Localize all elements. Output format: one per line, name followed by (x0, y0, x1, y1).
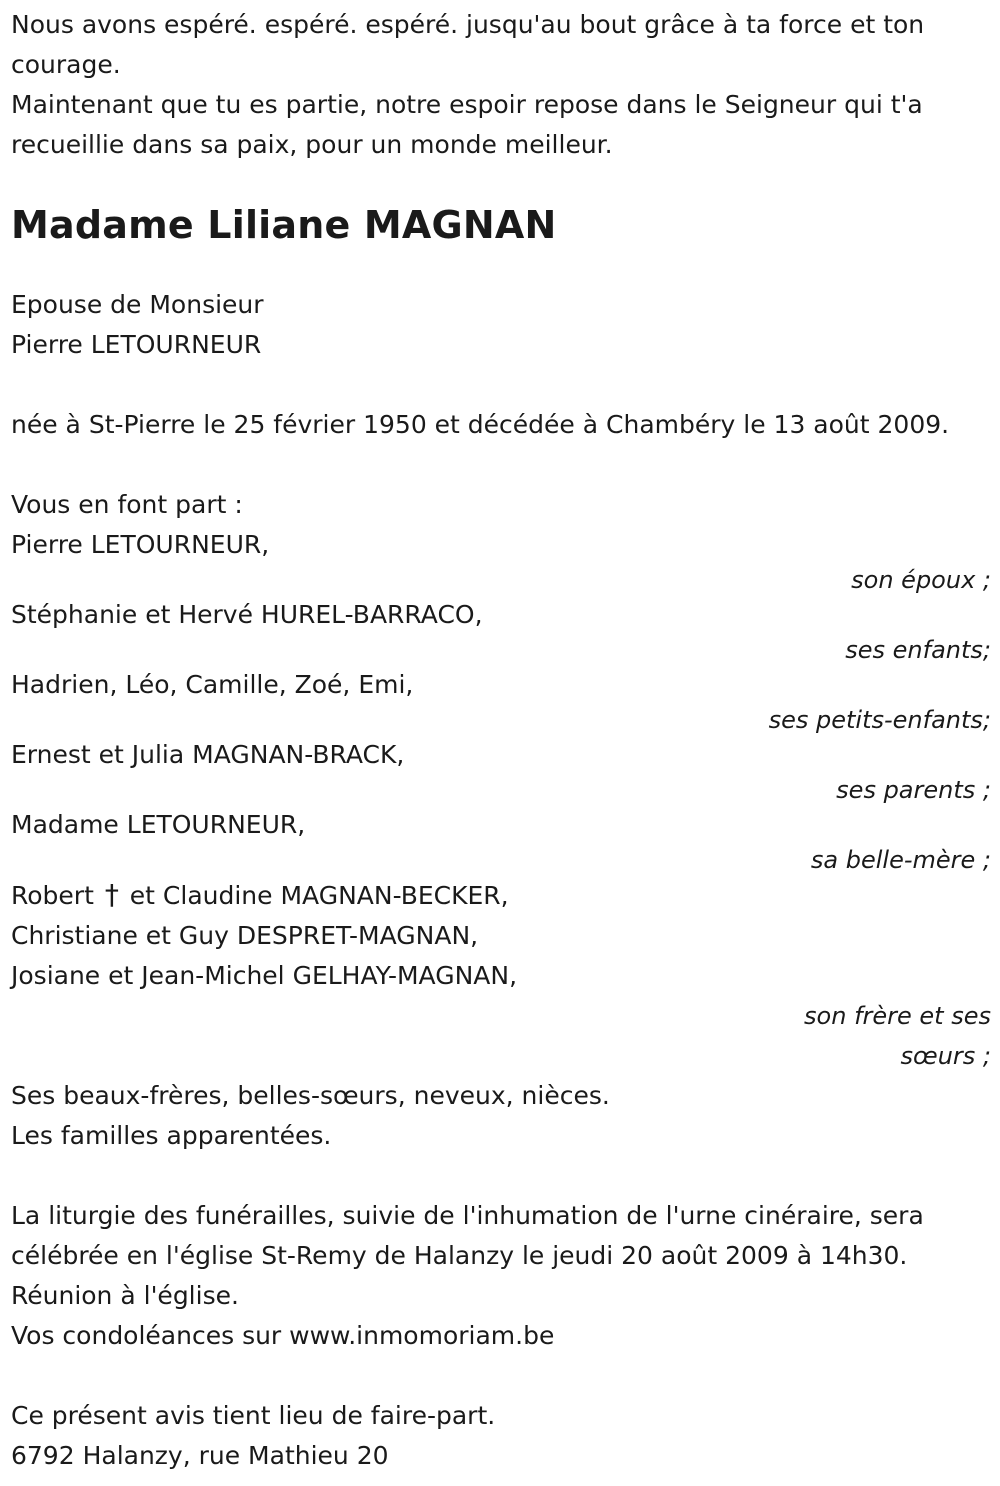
family-entry-parents (11, 735, 991, 802)
cross-icon: † (104, 878, 119, 911)
family-names: Pierre LETOURNEUR, (11, 530, 270, 559)
related-families-text: Les familles apparentées. (11, 1121, 332, 1150)
intro-hope-text: Nous avons espéré. espéré. espéré. jusqu'au bout grâce à ta force et ton courage. (11, 10, 925, 79)
spouse-name: Pierre LETOURNEUR (11, 330, 262, 359)
sibling-line-josiane: Josiane et Jean-Michel GELHAY-MAGNAN, (11, 961, 518, 990)
birth-death-text: née à St-Pierre le 25 février 1950 et décédée à Chambéry le 13 août 2009. (11, 410, 950, 439)
family-names: Ernest et Julia MAGNAN-BRACK, (11, 740, 405, 769)
family-names: Stéphanie et Hervé HUREL-BARRACO, (11, 600, 483, 629)
family-names: Hadrien, Léo, Camille, Zoé, Emi, (11, 670, 414, 699)
notice-statement: Ce présent avis tient lieu de faire-part. (11, 1401, 496, 1430)
family-relation: ses parents ; (836, 776, 991, 804)
sibling-first-name: Robert (11, 881, 94, 910)
spacer (11, 1156, 991, 1196)
family-relation: ses enfants; (845, 636, 991, 664)
family-relation: ses petits-enfants; (768, 706, 991, 734)
family-relation: sa belle-mère ; (810, 846, 991, 874)
spacer (11, 1356, 991, 1396)
family-names: Madame LETOURNEUR, (11, 810, 306, 839)
spacer (11, 365, 991, 405)
sibling-rest: et Claudine MAGNAN-BECKER, (129, 881, 509, 910)
ceremony-text: La liturgie des funérailles, suivie de l'inhumation de l'urne cinéraire, sera célébrée en l'église St-Remy de Halanzy le jeudi 20 août 2009 à 14h30. (11, 1201, 924, 1270)
family-relation: son époux ; (851, 566, 991, 594)
family-entry-mother-in-law (11, 805, 991, 872)
family-entry-spouse (11, 525, 991, 592)
spacer (11, 445, 991, 485)
spouse-label: Epouse de Monsieur (11, 290, 264, 319)
condolences-text: Vos condoléances sur www.inmomoriam.be (11, 1321, 555, 1350)
family-entry-children (11, 595, 991, 662)
sibling-relation-line1: son frère et ses (804, 1002, 991, 1030)
intro-faith-text: Maintenant que tu es partie, notre espoir repose dans le Seigneur qui t'a recueillie dans sa paix, pour un monde meilleur. (11, 90, 923, 159)
sibling-line-christiane: Christiane et Guy DESPRET-MAGNAN, (11, 921, 479, 950)
obituary-notice (11, 5, 991, 1476)
family-entry-siblings (11, 875, 991, 1076)
family-entry-grandchildren (11, 665, 991, 732)
extended-family-text: Ses beaux-frères, belles-sœurs, neveux, nièces. (11, 1081, 610, 1110)
meeting-text: Réunion à l'église. (11, 1281, 239, 1310)
announcement-heading: Vous en font part : (11, 490, 243, 519)
sibling-relation-line2: sœurs ; (900, 1042, 991, 1070)
address-text: 6792 Halanzy, rue Mathieu 20 (11, 1441, 389, 1470)
deceased-name: Madame Liliane MAGNAN (11, 203, 557, 247)
sibling-line-robert (11, 875, 991, 916)
